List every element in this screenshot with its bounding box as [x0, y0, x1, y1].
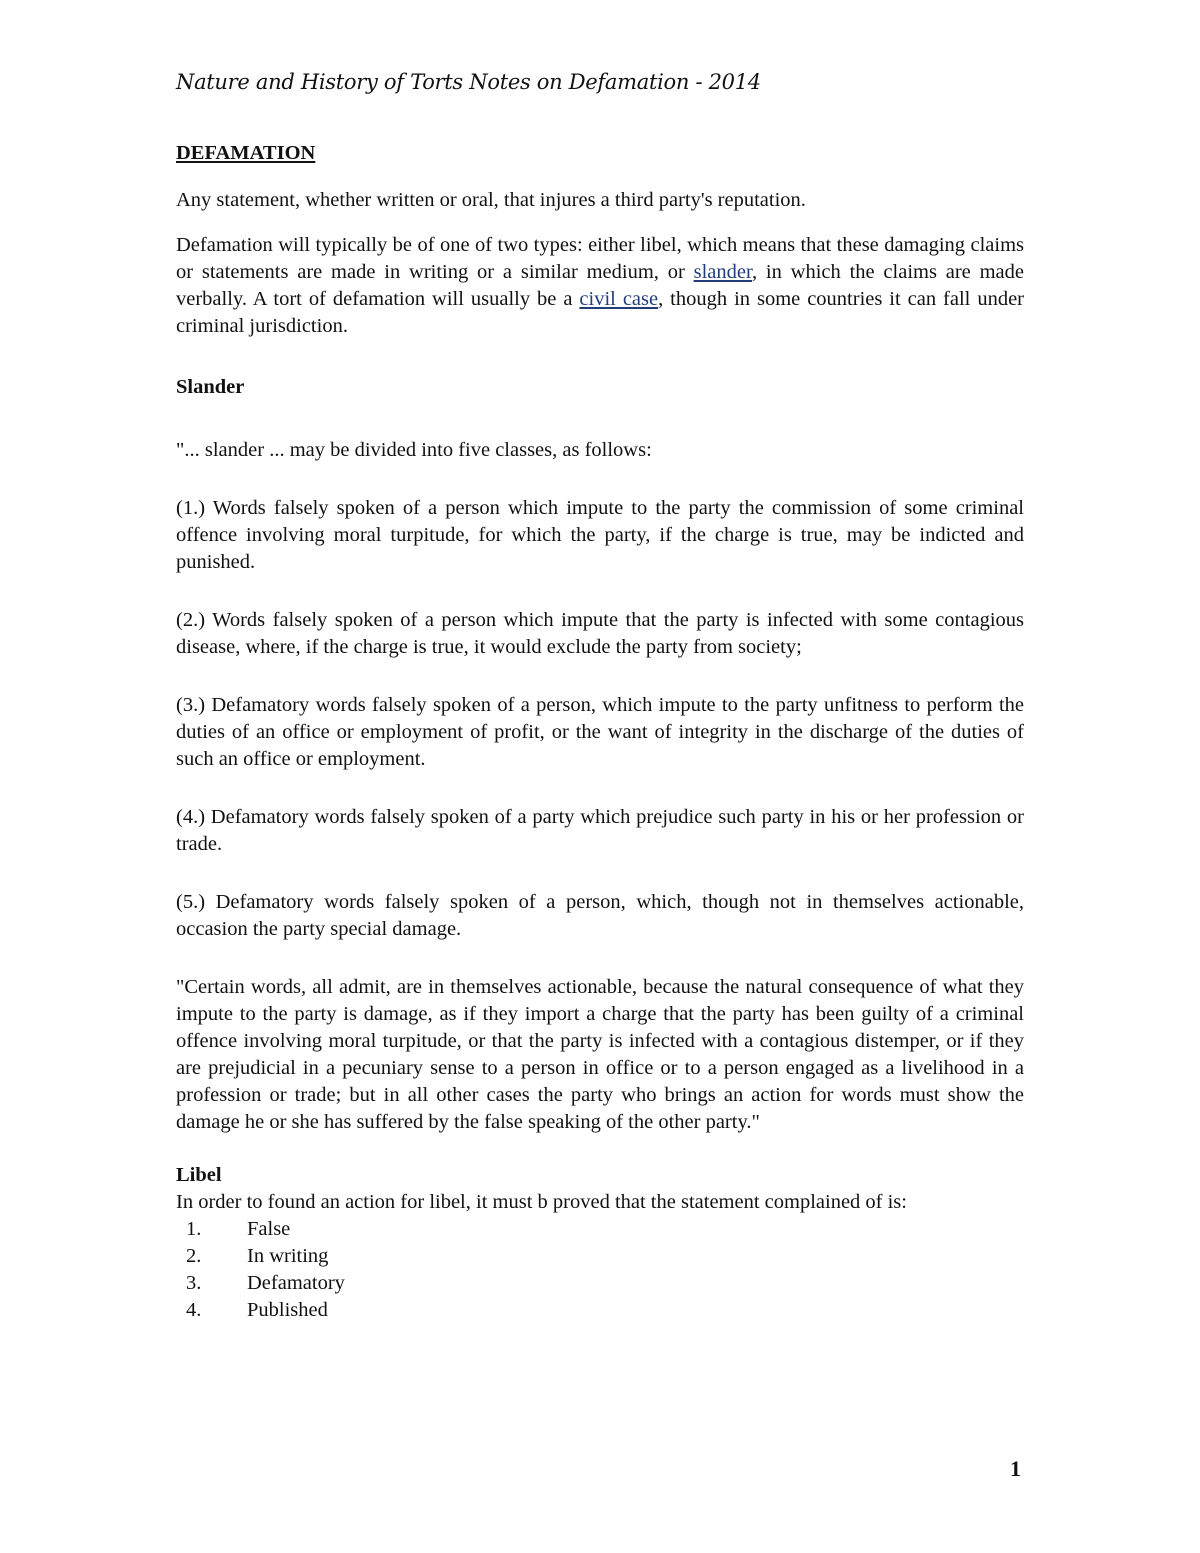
list-item	[176, 1297, 1024, 1324]
slander-class-4: (4.) Defamatory words falsely spoken of a party which prejudice such party in his or her profession or trade.	[176, 806, 1024, 855]
list-number: 1.	[186, 1218, 202, 1240]
list-item	[176, 1243, 1024, 1270]
list-number: 4.	[186, 1299, 202, 1321]
types-text-2: , in which the claims are made verbally. A tort of defamation will usually be a	[176, 261, 1024, 310]
list-number: 2.	[186, 1245, 202, 1267]
civil-case-link[interactable]: civil case	[579, 288, 659, 310]
types-text-1: Defamation will typically be of one of two types: either libel, which means that these damaging claims or statements are made in writing or a similar medium, or	[176, 234, 1024, 283]
slander-class-3: (3.) Defamatory words falsely spoken of a person, which impute to the party unfitness to perform the duties of an office or employment of profit, or the want of integrity in the discharge of the duties of such an office or employment.	[176, 694, 1024, 770]
list-item	[176, 1216, 1024, 1243]
list-text: Defamatory	[247, 1272, 345, 1294]
section-heading-slander: Slander	[176, 376, 245, 398]
definition-paragraph: Any statement, whether written or oral, that injures a third party's reputation.	[176, 189, 806, 211]
document-body	[176, 140, 1024, 1324]
section-heading-defamation: DEFAMATION	[176, 142, 316, 164]
types-text-3: , though in some countries it can fall under criminal jurisdiction.	[176, 288, 1025, 337]
slander-class-1: (1.) Words falsely spoken of a person which impute to the party the commission of some criminal offence involving moral turpitude, for which the party, if the charge is true, may be indicted and punished.	[176, 497, 1024, 573]
slander-link[interactable]: slander	[693, 261, 752, 283]
list-item	[176, 1270, 1024, 1297]
slander-class-2: (2.) Words falsely spoken of a person which impute that the party is infected with some contagious disease, where, if the charge is true, it would exclude the party from society;	[176, 609, 1024, 658]
slander-quote: "Certain words, all admit, are in themselves actionable, because the natural consequence of what they impute to the party is damage, as if they import a charge that the party has been guilty of a criminal offence involving moral turpitude, or that the party is infected with a contagious distemper, or if they are prejudicial in a pecuniary sense to a person in office or to a person engaged as a livelihood in a profession or trade; but in all other cases the party who brings an action for words must show the damage he or she has suffered by the false speaking of the other party."	[176, 976, 1024, 1133]
page-header: Nature and History of Torts Notes on Defamation - 2014	[176, 70, 761, 94]
list-number: 3.	[186, 1272, 202, 1294]
slander-intro: "... slander ... may be divided into five classes, as follows:	[176, 439, 652, 461]
list-text: In writing	[247, 1245, 329, 1267]
slander-class-5: (5.) Defamatory words falsely spoken of a person, which, though not in themselves actionable, occasion the party special damage.	[176, 891, 1024, 940]
list-text: False	[247, 1218, 291, 1240]
libel-requirements-list	[176, 1216, 1024, 1324]
types-paragraph	[176, 232, 1024, 340]
libel-intro: In order to found an action for libel, it must b proved that the statement complained of is:	[176, 1191, 907, 1213]
section-heading-libel: Libel	[176, 1164, 222, 1186]
page-number: 1	[1010, 1456, 1021, 1481]
list-text: Published	[247, 1299, 328, 1321]
